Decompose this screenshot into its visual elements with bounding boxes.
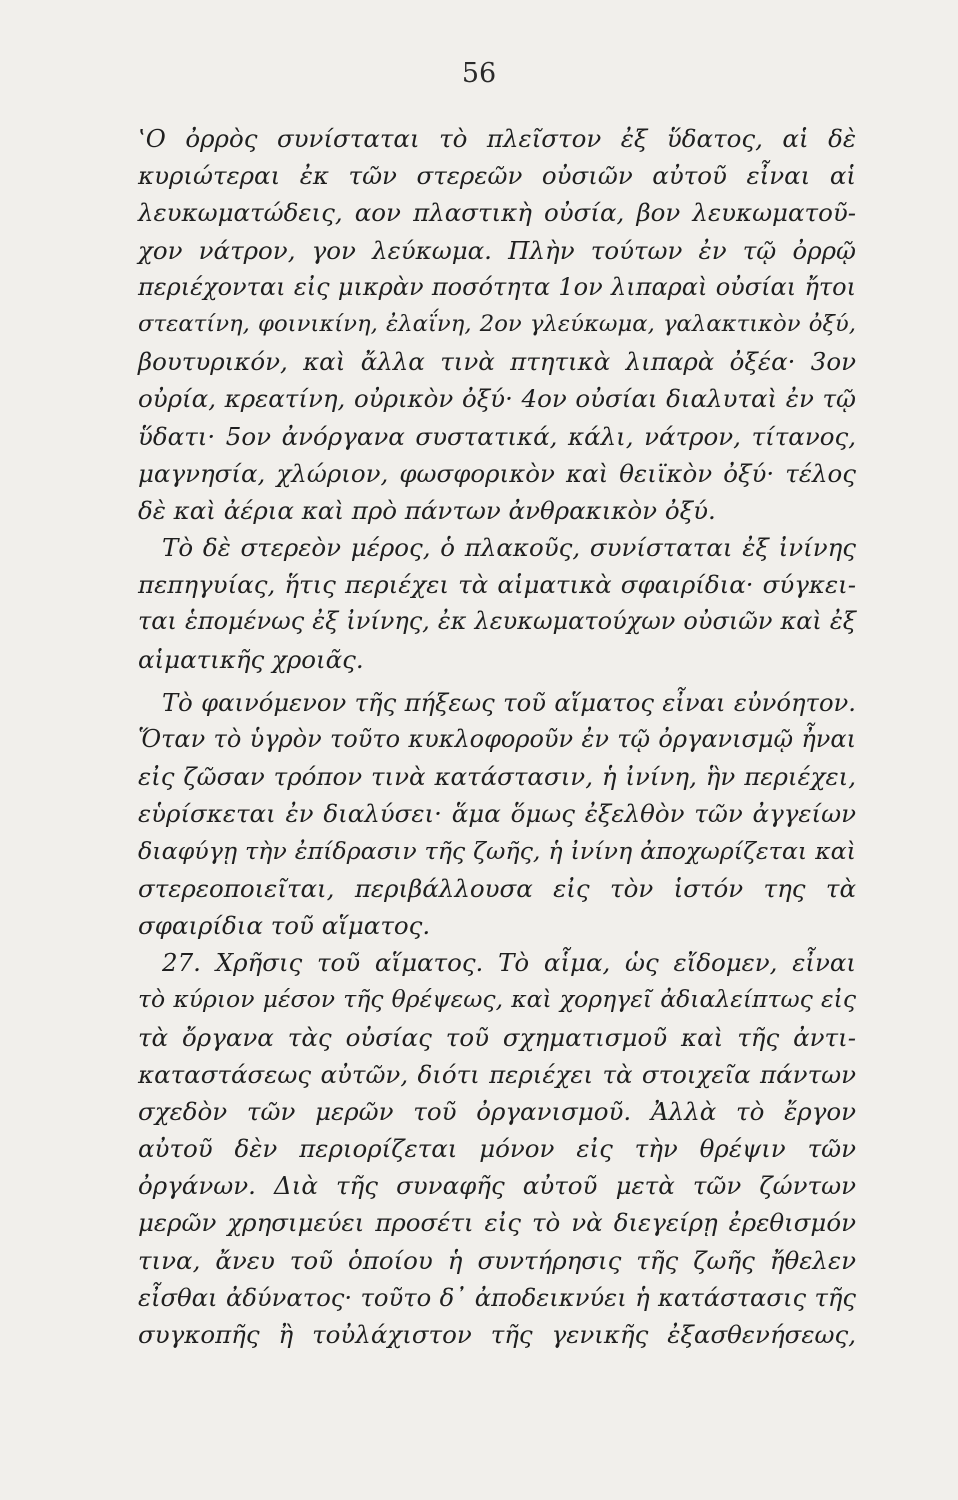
text-line: εἶσθαι ἀδύνατος· τοῦτο δ᾽ ἀποδεικνύει ἡ κατάστασις τῆς bbox=[138, 1282, 856, 1312]
page-number: 56 bbox=[461, 58, 497, 89]
text-line: τὸ κύριον μέσον τῆς θρέψεως, καὶ χορηγεῖ ἀδιαλείπτως εἰς bbox=[138, 985, 856, 1014]
text-line: σφαιρίδια τοῦ αἵματος. bbox=[138, 910, 431, 940]
text-line: αὐτοῦ δὲν περιορίζεται μόνον εἰς τὴν θρέψιν τῶν bbox=[138, 1134, 856, 1164]
text-line: δὲ καὶ ἀέρια καὶ πρὸ πάντων ἀνθρακικὸν ὀξύ. bbox=[138, 495, 716, 525]
text-line: ται ἑπομένως ἐξ ἰνίνης, ἐκ λευκωματούχων οὐσιῶν καὶ ἐξ bbox=[138, 607, 856, 636]
text-line: εἰς ζῶσαν τρόπον τινὰ κατάστασιν, ἡ ἰνίνη, ἣν περιέχει, bbox=[138, 762, 856, 792]
text-line: οὐρία, κρεατίνη, οὐρικὸν ὀξύ· 4ον οὐσίαι διαλυταὶ ἐν τῷ bbox=[138, 384, 856, 414]
text-line: συγκοπῆς ἢ τοὐλάχιστον τῆς γενικῆς ἐξασθενήσεως, bbox=[138, 1320, 856, 1349]
section-heading-line: 27. Χρῆσις τοῦ αἵματος. Τὸ αἷμα, ὡς εἴδομεν, εἶναι bbox=[162, 948, 856, 978]
text-line: μαγνησία, χλώριον, φωσφορικὸν καὶ θειϊκὸν ὀξύ· τέλος bbox=[138, 458, 856, 488]
text-line: τὰ ὄργανα τὰς οὐσίας τοῦ σχηματισμοῦ καὶ τῆς ἀντι- bbox=[138, 1022, 856, 1052]
body-text bbox=[138, 120, 856, 1353]
text-line: ὕδατι· 5ον ἀνόργανα συστατικά, κάλι, νάτρον, τίτανος, bbox=[138, 421, 856, 451]
text-line: στεατίνη, φοινικίνη, ἐλαΐνη, 2ον γλεύκωμα, γαλακτικὸν ὀξύ, bbox=[138, 310, 856, 337]
text-line: εὑρίσκεται ἐν διαλύσει· ἅμα ὅμως ἐξελθὸν τῶν ἀγγείων bbox=[138, 799, 856, 829]
text-line: ὀργάνων. Διὰ τῆς συναφῆς αὐτοῦ μετὰ τῶν ζώντων bbox=[138, 1171, 856, 1201]
text-line: τινα, ἄνευ τοῦ ὁποίου ἡ συντήρησις τῆς ζωῆς ἤθελεν bbox=[138, 1245, 856, 1275]
text-line: στερεοποιεῖται, περιβάλλουσα εἰς τὸν ἱστόν της τὰ bbox=[138, 873, 856, 903]
text-line: λευκωματώδεις, αον πλαστικὴ οὐσία, βον λευκωματοῦ- bbox=[138, 198, 856, 228]
text-line: Ὅταν τὸ ὑγρὸν τοῦτο κυκλοφοροῦν ἐν τῷ ὀργανισμῷ ἦναι bbox=[138, 725, 856, 753]
text-line: πεπηγυίας, ἥτις περιέχει τὰ αἱματικὰ σφαιρίδια· σύγκει- bbox=[138, 570, 856, 600]
text-line: διαφύγῃ τὴν ἐπίδρασιν τῆς ζωῆς, ἡ ἰνίνη ἀποχωρίζεται καὶ bbox=[138, 836, 856, 865]
text-line: χον νάτρον, γον λεύκωμα. Πλὴν τούτων ἐν τῷ ὀρρῷ bbox=[138, 235, 856, 265]
text-line: μερῶν χρησιμεύει προσέτι εἰς τὸ νὰ διεγείρῃ ἐρεθισμόν bbox=[138, 1208, 856, 1238]
text-line: καταστάσεως αὐτῶν, διότι περιέχει τὰ στοιχεῖα πάντων bbox=[138, 1059, 856, 1089]
text-line: κυριώτεραι ἐκ τῶν στερεῶν οὐσιῶν αὐτοῦ εἶναι αἱ bbox=[138, 161, 856, 191]
text-line: βουτυρικόν, καὶ ἄλλα τινὰ πτητικὰ λιπαρὰ ὀξέα· 3ον bbox=[138, 347, 856, 377]
text-line: ‛Ο ὀρρὸς συνίσταται τὸ πλεῖστον ἐξ ὕδατος, αἱ δὲ bbox=[138, 124, 856, 153]
text-line: Τὸ φαινόμενον τῆς πήξεως τοῦ αἵματος εἶναι εὐνόητον. bbox=[162, 687, 856, 717]
text-line: Τὸ δὲ στερεὸν μέρος, ὁ πλακοῦς, συνίσταται ἐξ ἰνίνης bbox=[162, 533, 856, 563]
text-line: αἱματικῆς χροιᾶς. bbox=[138, 644, 364, 674]
text-line: περιέχονται εἰς μικρὰν ποσότητα 1ον λιπαραὶ οὐσίαι ἤτοι bbox=[138, 272, 856, 301]
text-line: σχεδὸν τῶν μερῶν τοῦ ὀργανισμοῦ. Ἀλλὰ τὸ ἔργον bbox=[138, 1096, 856, 1126]
